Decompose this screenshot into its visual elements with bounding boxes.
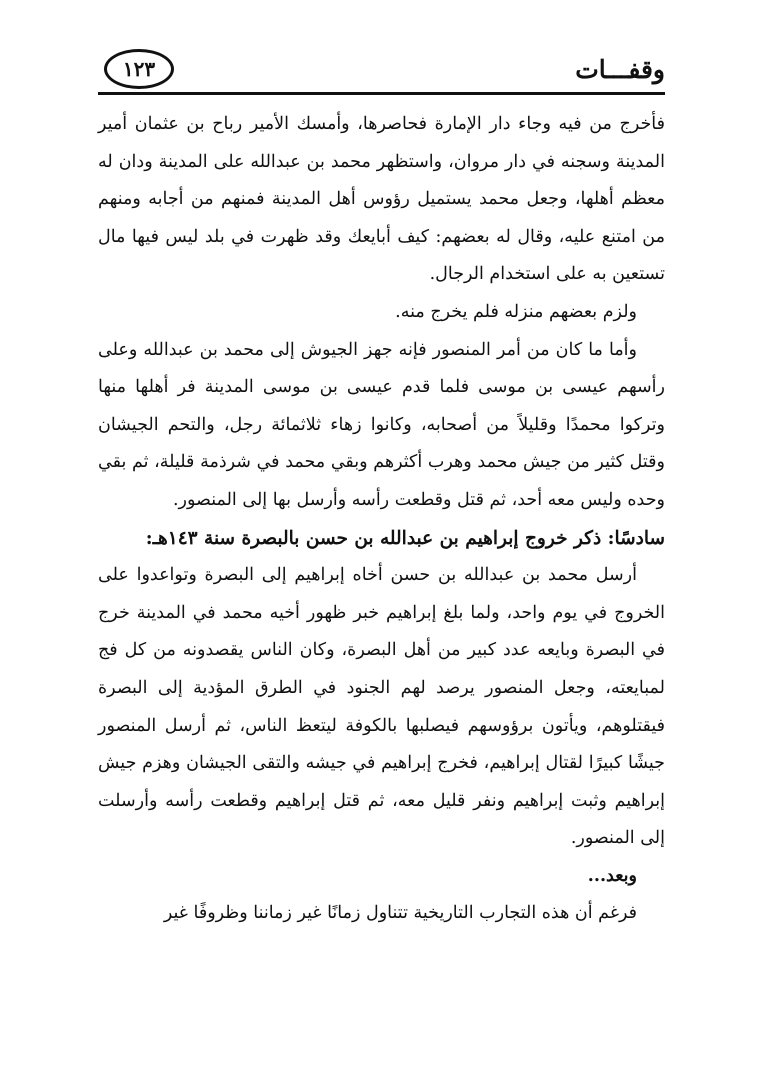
paragraph-1: فأخرج من فيه وجاء دار الإمارة فحاصرها، وأمسك الأمير رباح بن عثمان أمير المدينة وسجنه في دار مروان، واستظهر محمد بن عبدالله على المدينة ودان له معظم أهلها، وجعل محمد يستميل رؤوس أهل المدينة فمنهم من أجابه ومنهم من امتنع عليه، وقال له بعضهم: كيف أبايعك وقد ظهرت في بلد ليس فيها مال تستعين به على استخدام الرجال.: [98, 114, 665, 285]
page-body: [98, 106, 665, 933]
section-heading: سادسًا: ذكر خروج إبراهيم بن عبدالله بن حسن بالبصرة سنة ١٤٣هـ:: [145, 527, 665, 549]
sub-heading: وبعد...: [587, 865, 637, 886]
page-number: ١٢٣: [104, 49, 174, 89]
page-header: [98, 44, 665, 94]
header-rule: [98, 92, 665, 95]
paragraph-2: ولزم بعضهم منزله فلم يخرج منه.: [395, 301, 637, 322]
paragraph-4: أرسل محمد بن عبدالله بن حسن أخاه إبراهيم إلى البصرة وتواعدوا على الخروج في يوم واحد، ولما بلغ إبراهيم خبر ظهور أخيه محمد في المدينة خرج في البصرة وبايعه عدد كبير من أهل البصرة، وكان الناس يقصدونه من كل فج لمبايعته، وجعل المنصور يرصد لهم الجنود في الطرق المؤدية إلى البصرة فيقتلوهم، ويأتون برؤوسهم فيصلبها بالكوفة ليتعظ الناس، ثم أرسل المنصور جيشًا كبيرًا لقتال إبراهيم، فخرج إبراهيم في جيشه والتقى الجيشان وهزم جيش إبراهيم وثبت إبراهيم ونفر قليل معه، ثم قتل إبراهيم وقطعت رأسه وأرسلت إلى المنصور.: [98, 565, 665, 849]
paragraph-5: فرغم أن هذه التجارب التاريخية تتناول زمانًا غير زماننا وظروفًا غير: [163, 903, 637, 924]
running-title: وقفـــات: [575, 55, 665, 84]
paragraph-3: وأما ما كان من أمر المنصور فإنه جهز الجيوش إلى محمد بن عبدالله وعلى رأسهم عيسى بن موسى فلما قدم عيسى بن موسى المدينة فر أهلها منها وتركوا محمدًا وقليلاً من أصحابه، وكانوا زهاء ثلاثمائة رجل، والتحم الجيشان وقتل كثير من جيش محمد وهرب أكثرهم وبقي محمد في شرذمة قليلة، ثم بقي وحده وليس معه أحد، ثم قتل وقطعت رأسه وأرسل بها إلى المنصور.: [98, 339, 665, 510]
